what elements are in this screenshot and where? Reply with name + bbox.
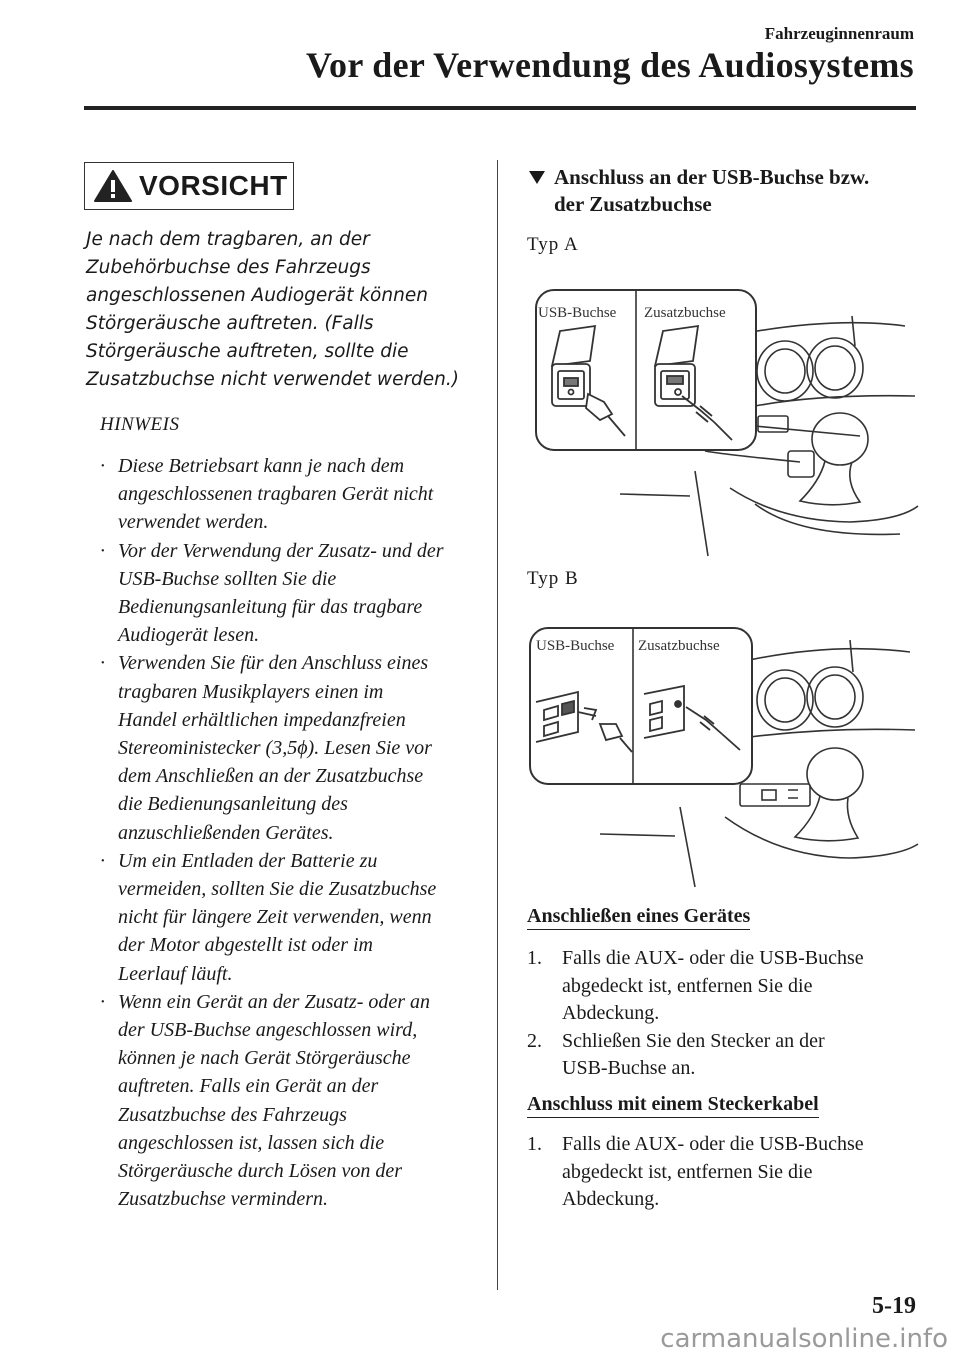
step-line: abgedeckt ist, entfernen Sie die <box>562 1160 813 1183</box>
step-item <box>527 945 927 1028</box>
step-line: abgedeckt ist, entfernen Sie die <box>562 974 813 997</box>
step-line: Abdeckung. <box>562 1002 660 1024</box>
note-line: der Motor abgestellt ist oder im <box>118 934 373 957</box>
note-line: Handel erhältlichen impedanzfreien <box>118 708 406 731</box>
note-item <box>100 537 484 650</box>
figure-a-aux-label: Zusatzbuchse <box>644 305 726 321</box>
triangle-down-icon <box>528 170 546 185</box>
warning-triangle-icon <box>93 169 133 203</box>
connect-cable-heading: Anschluss mit einem Steckerkabel <box>527 1093 819 1118</box>
caution-line: Störgeräusche auftreten, sollte die <box>86 341 409 362</box>
step-line: Abdeckung. <box>562 1188 660 1210</box>
note-item <box>100 452 484 537</box>
connect-cable-steps <box>527 1131 927 1214</box>
note-line: der USB-Buchse angeschlossen wird, <box>118 1019 418 1042</box>
type-a-label: Typ A <box>527 234 579 255</box>
column-divider <box>497 160 498 1290</box>
header-rule <box>84 106 916 110</box>
step-number: 2. <box>527 1029 542 1052</box>
note-line: Bedienungsanleitung für das tragbare <box>118 596 423 619</box>
bullet: · <box>100 652 105 675</box>
step-line: Falls die AUX- oder die USB-Buchse <box>562 947 864 969</box>
note-line: auftreten. Falls ein Gerät an der <box>118 1075 379 1098</box>
step-line: Schließen Sie den Stecker an der <box>562 1029 825 1052</box>
bullet: · <box>100 990 105 1013</box>
note-line: können je nach Gerät Störgeräusche <box>118 1047 411 1070</box>
step-line: USB-Buchse an. <box>562 1057 696 1079</box>
step-line: Falls die AUX- oder die USB-Buchse <box>562 1133 864 1155</box>
note-item <box>100 988 484 1214</box>
note-line: Störgeräusche durch Lösen von der <box>118 1160 403 1183</box>
step-item <box>527 1131 927 1214</box>
note-line: die Bedienungsanleitung des <box>118 793 348 816</box>
caution-line: Zubehörbuchse des Fahrzeugs <box>86 257 371 278</box>
note-line: Stereoministecker (3,5ϕ). Lesen Sie vor <box>118 737 432 760</box>
note-line: Um ein Entladen der Batterie zu <box>118 849 378 872</box>
note-item <box>100 649 484 846</box>
caution-line: Störgeräusche auftreten. (Falls <box>86 313 374 334</box>
page-number: 5-19 <box>872 1293 916 1319</box>
note-line: angeschlossenen tragbaren Gerät nicht <box>118 483 434 506</box>
section-heading-line: der Zusatzbuchse <box>554 192 712 216</box>
figure-type-a <box>500 276 920 561</box>
caution-text <box>86 226 486 394</box>
note-line: anzuschließenden Gerätes. <box>118 821 334 844</box>
figure-a-usb-label: USB-Buchse <box>538 305 617 321</box>
note-line: Vor der Verwendung der Zusatz- und der <box>118 539 444 562</box>
step-number: 1. <box>527 947 542 969</box>
figure-b-usb-label: USB-Buchse <box>536 638 615 654</box>
caution-box <box>84 162 294 210</box>
note-item <box>100 847 484 988</box>
bullet: · <box>100 849 105 872</box>
caution-label: VORSICHT <box>139 170 288 201</box>
step-item <box>527 1028 927 1083</box>
bullet: · <box>100 455 105 477</box>
notes-heading: HINWEIS <box>100 414 180 435</box>
bullet: · <box>100 539 105 562</box>
caution-line: Zusatzbuchse nicht verwendet werden.) <box>86 369 459 390</box>
note-line: Audiogerät lesen. <box>118 624 260 647</box>
note-line: USB-Buchse sollten Sie die <box>118 567 337 590</box>
note-line: Diese Betriebsart kann je nach dem <box>118 455 405 477</box>
figure-b-aux-label: Zusatzbuchse <box>638 638 720 654</box>
connect-device-heading: Anschließen eines Gerätes <box>527 905 750 930</box>
note-line: Leerlauf läuft. <box>118 962 233 985</box>
note-line: angeschlossen ist, lassen sich die <box>118 1131 385 1154</box>
note-line: Wenn ein Gerät an der Zusatz- oder an <box>118 990 431 1013</box>
type-b-label: Typ B <box>527 568 579 589</box>
note-line: Verwenden Sie für den Anschluss eines <box>118 652 429 675</box>
note-line: tragbaren Musikplayers einen im <box>118 680 384 703</box>
caution-line: angeschlossenen Audiogerät können <box>86 285 428 306</box>
connect-device-steps <box>527 945 927 1083</box>
note-line: vermeiden, sollten Sie die Zusatzbuchse <box>118 878 437 901</box>
section-heading-line: Anschluss an der USB-Buchse bzw. <box>554 165 870 189</box>
note-line: Zusatzbuchse des Fahrzeugs <box>118 1103 347 1126</box>
section-heading <box>528 164 869 218</box>
page-title: Vor der Verwendung des Audiosystems <box>306 45 914 85</box>
chapter-label: Fahrzeuginnenraum <box>764 24 914 43</box>
notes-list <box>84 452 484 1213</box>
note-line: verwendet werden. <box>118 511 269 534</box>
note-line: dem Anschließen an der Zusatzbuchse <box>118 765 424 788</box>
caution-line: Je nach dem tragbaren, an der <box>86 229 370 250</box>
figure-type-b <box>500 612 920 897</box>
step-number: 1. <box>527 1133 542 1155</box>
note-line: Zusatzbuchse vermindern. <box>118 1188 328 1211</box>
watermark: carmanualsonline.info <box>660 1324 948 1354</box>
note-line: nicht für längere Zeit verwenden, wenn <box>118 906 432 929</box>
